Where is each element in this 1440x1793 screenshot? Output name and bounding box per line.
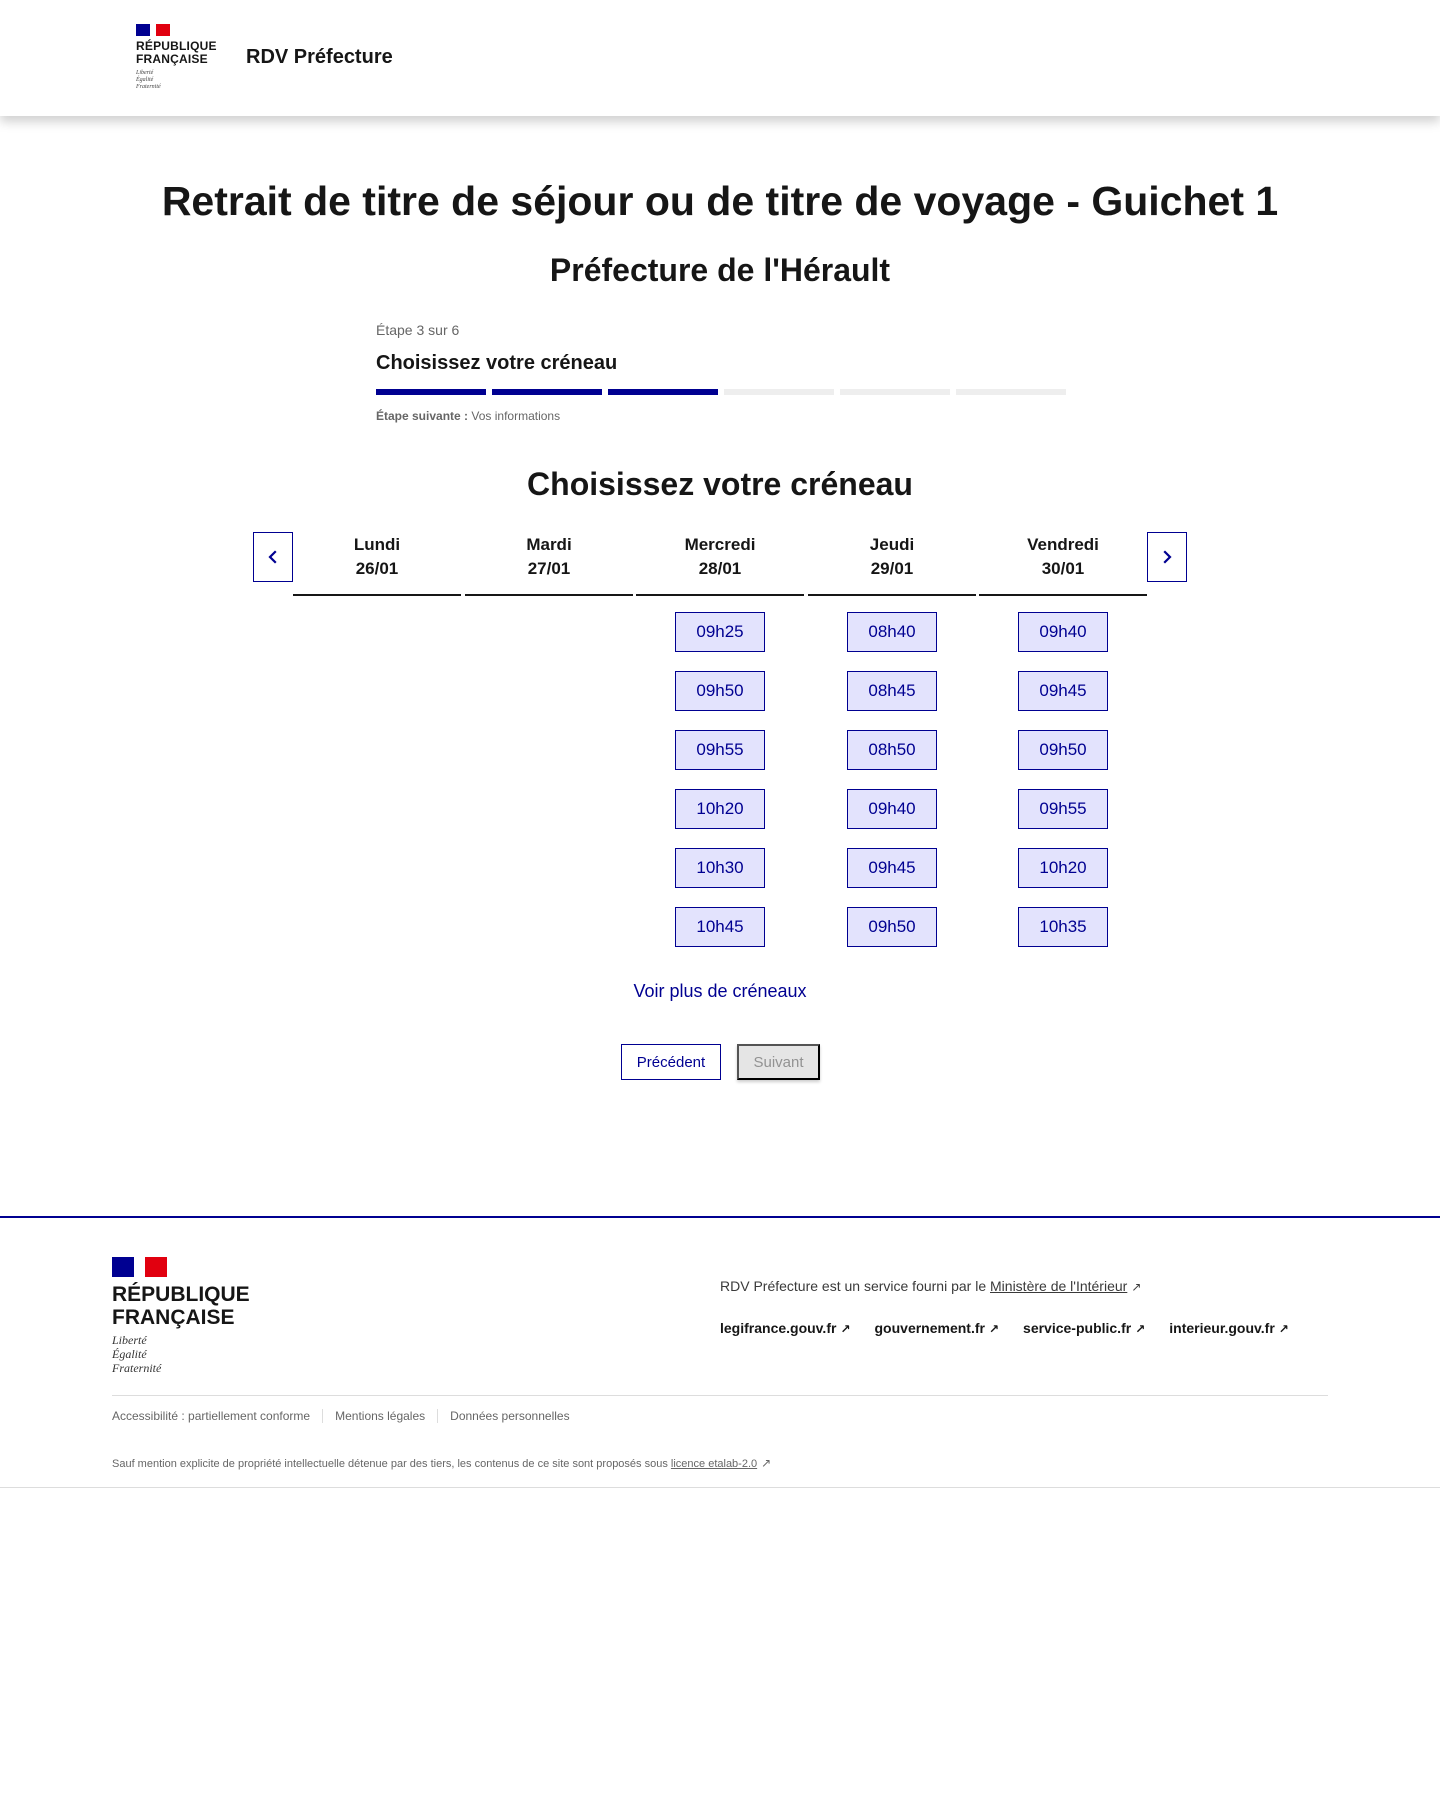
day-name: Lundi [353,535,401,554]
time-slot-button[interactable]: 09h50 [1018,730,1108,770]
republique-francaise-logo[interactable] [136,24,216,91]
footer-link-gouvernement[interactable]: gouvernement.fr ↗ [874,1320,1000,1336]
external-link-icon: ↗ [761,1456,772,1470]
footer-logo-motto: Liberté Égalité Fraternité [112,1333,162,1375]
external-link-icon: ↗ [1278,1322,1289,1336]
stepper-next-value: Vos informations [471,409,561,423]
day-name: Jeudi [869,535,915,554]
logo-motto: Liberté Égalité Fraternité [136,70,161,90]
marianne-flag-icon [136,24,170,36]
day-name: Mardi [526,535,572,554]
stepper-bar [956,389,1066,395]
footer-link-legifrance[interactable]: legifrance.gouv.fr ↗ [720,1320,851,1336]
slot-list [979,596,1147,966]
time-slot-button[interactable]: 08h45 [847,671,937,711]
page-title: Retrait de titre de séjour ou de titre de voyage - Guichet 1 [161,178,1279,224]
day-header [808,532,976,596]
ministere-link[interactable]: Ministère de l'Intérieur ↗ [990,1278,1142,1294]
more-slots-link[interactable]: Voir plus de créneaux [633,981,807,1001]
time-slot-button[interactable]: 10h45 [675,907,765,947]
footer-link-service-public[interactable]: service-public.fr ↗ [1023,1320,1146,1336]
time-slot-button[interactable]: 09h50 [847,907,937,947]
legal-notice-link[interactable]: Mentions légales [322,1409,437,1423]
footer-description-text: RDV Préfecture est un service fourni par le [720,1278,987,1294]
time-slot-button[interactable]: 09h55 [675,730,765,770]
stepper-bar [724,389,834,395]
license-text: Sauf mention explicite de propriété intellectuelle détenue par des tiers, les contenus de ce site sont proposés sous [112,1458,668,1470]
time-slot-button[interactable]: 09h40 [1018,612,1108,652]
slot-list [293,596,461,612]
chevron-left-icon [267,550,279,564]
external-link-icon: ↗ [1131,1280,1142,1294]
time-slot-button[interactable]: 09h55 [1018,789,1108,829]
time-slot-button[interactable]: 10h35 [1018,907,1108,947]
calendar-title: Choisissez votre créneau [527,466,913,502]
day-column-jeudi [808,532,976,966]
day-header [636,532,804,596]
slot-list [808,596,976,966]
time-slot-button[interactable]: 10h20 [1018,848,1108,888]
stepper [376,322,1066,423]
external-link-icon: ↗ [1135,1322,1146,1336]
previous-button[interactable]: Précédent [621,1044,721,1080]
page-subtitle: Préfecture de l'Hérault [549,252,891,288]
marianne-flag-icon [112,1257,167,1277]
day-column-mercredi [636,532,804,966]
day-column-vendredi [979,532,1147,966]
license-link[interactable]: licence etalab-2.0 ↗ [670,1456,772,1470]
footer-link-interieur[interactable]: interieur.gouv.fr ↗ [1169,1320,1289,1336]
time-slot-button[interactable]: 09h45 [1018,671,1108,711]
stepper-state: Étape 3 sur 6 [376,322,460,338]
stepper-bar [840,389,950,395]
day-date: 27/01 [527,559,571,578]
personal-data-link[interactable]: Données personnelles [437,1409,581,1423]
time-slot-button[interactable]: 08h40 [847,612,937,652]
accessibility-link[interactable]: Accessibilité : partiellement conforme [112,1409,311,1423]
next-week-button[interactable] [1147,532,1187,582]
stepper-next-label: Étape suivante : [376,409,469,423]
next-button[interactable]: Suivant [737,1044,820,1080]
site-footer [0,1216,1440,1488]
day-name: Mercredi [684,535,756,554]
footer-license [112,1456,771,1470]
time-slot-button[interactable]: 10h20 [675,789,765,829]
footer-links [720,1320,1289,1336]
slot-list [465,596,633,612]
stepper-progress [376,389,1066,395]
footer-republique-logo[interactable] [112,1257,250,1375]
logo-text: RÉPUBLIQUE FRANÇAISE [136,39,217,66]
time-slot-button[interactable]: 10h30 [675,848,765,888]
footer-bottom-links [112,1409,582,1423]
day-header [293,532,461,596]
day-header [979,532,1147,596]
site-header [0,0,1440,116]
time-slot-button[interactable]: 08h50 [847,730,937,770]
slot-list [636,596,804,966]
time-slot-button[interactable]: 09h50 [675,671,765,711]
stepper-bar [376,389,486,395]
chevron-right-icon [1161,550,1173,564]
stepper-next-step [376,409,1066,423]
site-title[interactable]: RDV Préfecture [246,46,393,68]
day-date: 29/01 [870,559,914,578]
footer-divider [112,1395,1328,1396]
time-slot-button[interactable]: 09h25 [675,612,765,652]
day-date: 26/01 [355,559,399,578]
external-link-icon: ↗ [988,1322,1000,1336]
time-slot-button[interactable]: 09h40 [847,789,937,829]
day-header [465,532,633,596]
footer-description [720,1278,1141,1294]
day-column-lundi [293,532,461,612]
stepper-bar [608,389,718,395]
time-slot-button[interactable]: 09h45 [847,848,937,888]
day-column-mardi [465,532,633,612]
previous-week-button[interactable] [253,532,293,582]
stepper-bar [492,389,602,395]
day-date: 30/01 [1041,559,1085,578]
stepper-title: Choisissez votre créneau [376,352,618,374]
footer-logo-text: RÉPUBLIQUE FRANÇAISE [112,1283,250,1329]
external-link-icon: ↗ [840,1322,851,1336]
day-name: Vendredi [1027,535,1099,554]
day-date: 28/01 [698,559,742,578]
